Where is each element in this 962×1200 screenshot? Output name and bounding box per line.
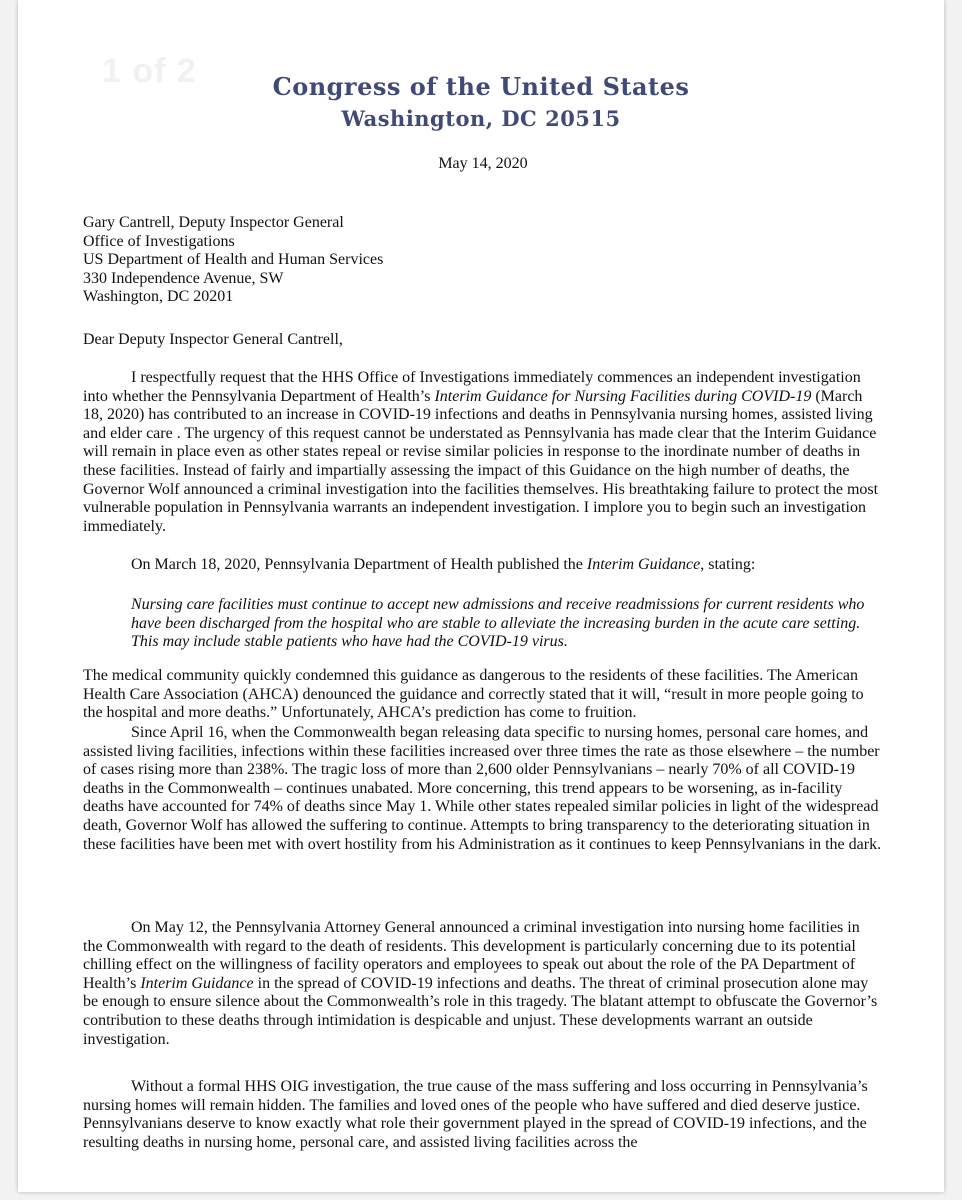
- paragraph-request-title: Interim Guidance for Nursing Facilities during COVID-19: [434, 387, 812, 405]
- paragraph-guidance-title: Interim Guidance: [586, 556, 701, 573]
- paragraph-conclusion: Without a formal HHS OIG investigation, the true cause of the mass suffering and loss occurring in Pennsylvania’s nursing homes will remain hidden. The families and loved ones of the people who have suffered and died deserve justice. Pennsylvanians deserve to know exactly what role their government played in the spread of COVID-19 infections, and the resulting deaths in nursing home, personal care, and assisted living facilities across the: [83, 1078, 868, 1151]
- paragraph-request: [83, 369, 883, 536]
- paragraph-criminal-investigation: [83, 919, 883, 1049]
- paragraph-criminal-text-a: On May 12, the Pennsylvania Attorney General announced a criminal investigation into nursing home facilities in the Commonwealth with regard to the death of residents. This development is particularly concerning due to its potential chilling effect on the willingness of facility operators and employees to speak out about the role of the PA Department of Health’s: [83, 919, 860, 992]
- paragraph-medical-community: The medical community quickly condemned this guidance as dangerous to the residents of these facilities. The American Health Care Association (AHCA) denounced the guidance and correctly stated that it will, “result in more people going to the hospital and more deaths.” Unfortunately, AHCA’s prediction has come to fruition.: [83, 667, 864, 722]
- recipient-office: Office of Investigations: [83, 232, 235, 250]
- paragraph-statistics: Since April 16, when the Commonwealth began releasing data specific to nursing homes, personal care homes, and assisted living facilities, infections within these facilities increased over three times the rate as those elsewhere – the number of cases rising more than 238%. The tragic loss of more than 2,600 older Pennsylvanians – nearly 70% of all COVID-19 deaths in the Commonwealth – continues unabated. More concerning, this trend appears to be worsening, as in-facility deaths have accounted for 74% of deaths since May 1. While other states repealed similar policies in light of the widespread death, Governor Wolf has allowed the suffering to continue. Attempts to bring transparency to the deteriorating situation in these facilities have been met with overt hostility from his Administration as it continues to keep Pennsylvanians in the dark.: [83, 724, 882, 853]
- guidance-quote: Nursing care facilities must continue to accept new admissions and receive readmissions for current residents who have been discharged from the hospital who are stable to alleviate the increasing burden in the acute care setting. This may include stable patients who have had the COVID-19 virus.: [131, 596, 865, 651]
- recipient-city: Washington, DC 20201: [83, 288, 234, 306]
- page-stamp: 1 of 2: [102, 52, 197, 90]
- paragraph-guidance-text-a: On March 18, 2020, Pennsylvania Department of Health published the: [131, 556, 587, 573]
- letterhead-location: Washington, DC 20515: [341, 106, 621, 131]
- recipient-address: [83, 214, 383, 307]
- paragraph-request-text-c: (March 18, 2020) has contributed to an increase in COVID-19 infections and deaths in Pennsylvania nursing homes, assisted living and elder care . The urgency of this request cannot be understated as Pennsylvania has made clear that the Interim Guidance will remain in place even as other states repeal or revise similar policies in response to the inordinate number of deaths in these facilities. Instead of fairly and impartially assessing the impact of this Guidance on the high number of deaths, the Governor Wolf announced a criminal investigation into the facilities themselves. His breathtaking failure to protect the most vulnerable population in Pennsylvania warrants an independent investigation. I implore you to begin such an investigation immediately.: [83, 387, 879, 535]
- letter-page: [18, 0, 944, 1192]
- paragraph-criminal-text-c: in the spread of COVID-19 infections and deaths. The threat of criminal prosecution alone may be enough to ensure silence about the Commonwealth’s role in this tragedy. The blatant attempt to obfuscate the Governor’s contribution to these deaths through intimidation is despicable and unjust. These developments warrant an outside investigation.: [83, 974, 878, 1048]
- recipient-department: US Department of Health and Human Services: [83, 251, 384, 269]
- paragraph-criminal-title: Interim Guidance: [140, 974, 254, 992]
- letter-date: May 14, 2020: [438, 155, 528, 172]
- paragraph-guidance-intro: [83, 556, 883, 575]
- paragraph-guidance-text-c: , stating:: [700, 556, 756, 573]
- salutation: Dear Deputy Inspector General Cantrell,: [83, 331, 343, 348]
- paragraph-request-text-a: I respectfully request that the HHS Office of Investigations immediately commences an independent investigation into whether the Pennsylvania Department of Health’s: [83, 369, 861, 405]
- recipient-street: 330 Independence Avenue, SW: [83, 269, 284, 287]
- recipient-name-title: Gary Cantrell, Deputy Inspector General: [83, 214, 344, 231]
- letterhead-title: Congress of the United States: [272, 72, 690, 101]
